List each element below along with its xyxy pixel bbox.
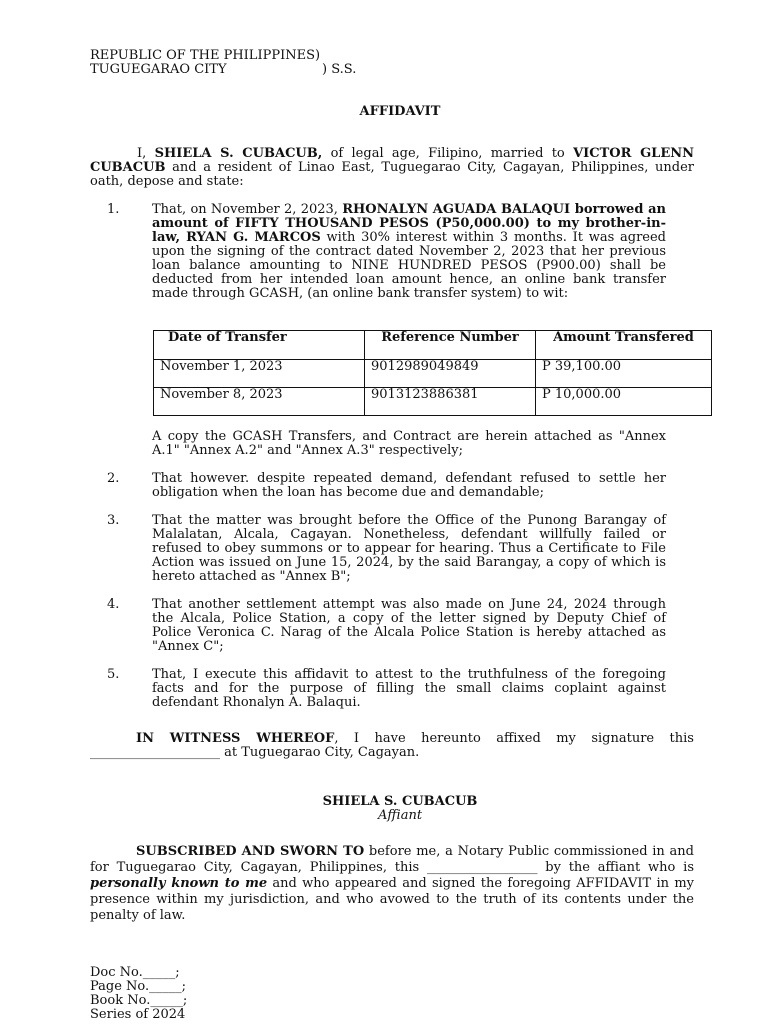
jurat-date-blank: _________________ — [426, 860, 538, 875]
header-date: Date of Transfer — [154, 331, 365, 360]
jurat-text-2: by the affiant who is — [537, 860, 694, 875]
item-number-5: 5. — [107, 667, 120, 682]
page-no: Page No._____; — [90, 979, 187, 994]
series-year: Series of 2024 — [90, 1007, 186, 1022]
venue-line-2-city: TUGUEGARAO CITY — [90, 62, 227, 77]
spouse-name: VICTOR GLENN CUBACUB — [90, 146, 694, 175]
cell-date: November 1, 2023 — [154, 360, 365, 388]
book-no: Book No._____; — [90, 993, 188, 1008]
witness-line-1 — [90, 732, 694, 746]
header-amount: Amount Transfered — [536, 331, 712, 360]
intro-paragraph — [90, 147, 694, 189]
header-reference: Reference Number — [365, 331, 536, 360]
witness-rest: , I have hereunto affixed my signature this — [334, 731, 694, 746]
item-4-text: That another settlement attempt was also made on June 24, 2024 through the Alcala, Police Station, a copy of the letter signed by Deputy Chief of Police Veronica C. Narag of the Alcala Police Station is hereby attached as "Annex C"; — [152, 597, 666, 654]
intro-text-2: of legal age, Filipino, married to — [322, 146, 574, 161]
witness-lead: IN WITNESS WHEREOF — [136, 731, 335, 746]
item-number-2: 2. — [107, 471, 120, 486]
affiant-role: Affiant — [377, 808, 423, 823]
table-row — [154, 388, 712, 416]
item-number-3: 3. — [107, 513, 120, 528]
intro-text-1: I, — [137, 146, 155, 161]
venue-line-1: REPUBLIC OF THE PHILIPPINES) — [90, 48, 321, 63]
table-header-row — [154, 331, 712, 360]
cell-reference: 9013123886381 — [365, 388, 536, 416]
affiant-name-inline: SHIELA S. CUBACUB, — [154, 146, 323, 161]
doc-no: Doc No._____; — [90, 965, 180, 980]
venue-line-2-ss: ) S.S. — [322, 62, 357, 77]
jurat-emphasis: personally known to me — [90, 876, 268, 891]
witness-line-2 — [90, 746, 419, 760]
item-3-text: That the matter was brought before the Office of the Punong Barangay of Malalatan, Alcala, Cagayan. Nonetheless, defendant willfully failed or refused to obey summons or to appear for hearing. Thus a Certificate to File Action was issued on June 15, 2024, by the said Barangay, a copy of which is hereto attached as "Annex B"; — [152, 513, 666, 584]
item-1-bold: RHONALYN AGUADA BALAQUI borrowed an amount of FIFTY THOUSAND PESOS (P50,000.00) to my brother-in-law, RYAN G. MARCOS — [152, 202, 666, 245]
item-1-text — [152, 203, 666, 301]
item-1-text-b: with 30% interest within 3 months. It was agreed upon the signing of the contract dated November 2, 2023 that her previous loan balance amounting to NINE HUNDRED PESOS (P900.00) shall be deducted from her intended loan amount hence, an online bank transfer made through GCASH, (an online bank transfer system) to wit: — [152, 230, 667, 301]
cell-reference: 9012989049849 — [365, 360, 536, 388]
jurat-paragraph — [90, 844, 694, 924]
cell-date: November 8, 2023 — [154, 388, 365, 416]
jurat-lead: SUBSCRIBED AND SWORN TO — [136, 844, 365, 859]
affiant-name: SHIELA S. CUBACUB — [322, 794, 478, 809]
annex-note: A copy the GCASH Transfers, and Contract are herein attached as "Annex A.1" "Annex A.2" and "Annex A.3" respectively; — [152, 429, 666, 458]
witness-place: at Tuguegarao City, Cagayan. — [220, 745, 420, 760]
table-row — [154, 360, 712, 388]
item-2-text: That however. despite repeated demand, defendant refused to settle her obligation when the loan has become due and demandable; — [152, 471, 666, 500]
jurat-text-1: before me, a Notary Public commissioned in and for Tuguegarao City, Cagayan, Philippines, this — [90, 844, 694, 875]
cell-amount: P 10,000.00 — [536, 388, 712, 416]
jurat-text-3: and who appeared and signed the foregoing AFFIDAVIT in my presence within my jurisdiction, and who avowed to the truth of its contents under the penalty of law. — [90, 876, 695, 923]
item-number-4: 4. — [107, 597, 120, 612]
item-1-text-a: That, on November 2, 2023, — [152, 202, 343, 217]
item-5-text: That, I execute this affidavit to attest to the truthfulness of the foregoing facts and for the purpose of filling the small claims coplaint against defendant Rhonalyn A. Balaqui. — [152, 667, 666, 710]
intro-text-3: and a resident of Linao East, Tuguegarao City, Cagayan, Philippines, under oath, depose and state: — [90, 160, 694, 189]
document-title: AFFIDAVIT — [359, 104, 441, 119]
signature-date-blank: ____________________ — [90, 745, 220, 760]
cell-amount: P 39,100.00 — [536, 360, 712, 388]
item-number-1: 1. — [107, 202, 120, 217]
transfers-table — [153, 330, 712, 416]
